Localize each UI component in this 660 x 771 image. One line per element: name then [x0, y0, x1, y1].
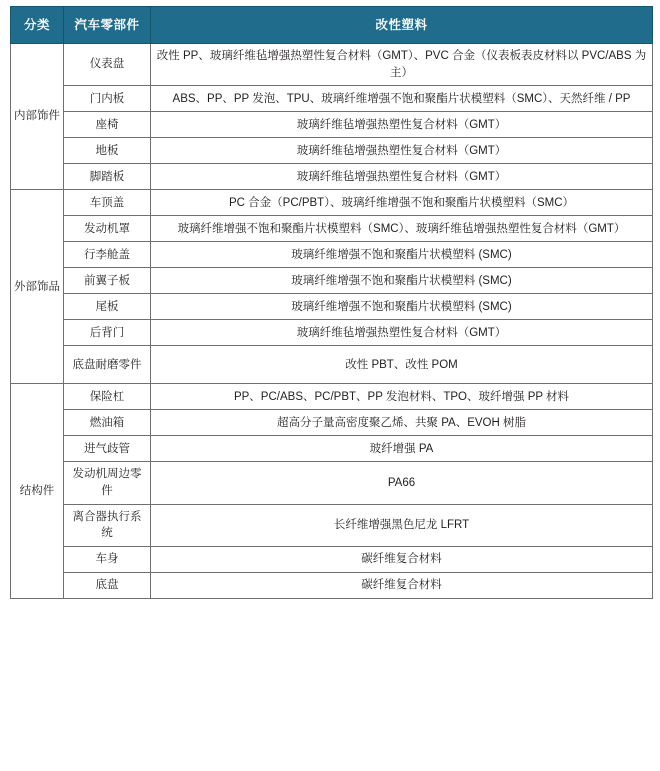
part-cell: 离合器执行系统 [64, 504, 151, 546]
part-cell: 地板 [64, 138, 151, 164]
material-cell: PP、PC/ABS、PC/PBT、PP 发泡材料、TPO、玻纤增强 PP 材料 [151, 384, 653, 410]
part-cell: 底盘耐磨零件 [64, 346, 151, 384]
material-cell: 碳纤维复合材料 [151, 573, 653, 599]
table-row [11, 504, 653, 546]
material-cell: 玻璃纤维毡增强热塑性复合材料（GMT） [151, 320, 653, 346]
material-cell: 改性 PBT、改性 POM [151, 346, 653, 384]
table-row [11, 164, 653, 190]
header-row [11, 7, 653, 44]
table-row [11, 384, 653, 410]
material-cell: 玻璃纤维增强不饱和聚酯片状模塑料 (SMC) [151, 242, 653, 268]
material-cell: 玻璃纤维增强不饱和聚酯片状模塑料（SMC）、玻璃纤维毡增强热塑性复合材料（GMT） [151, 216, 653, 242]
part-cell: 保险杠 [64, 384, 151, 410]
material-cell: 玻璃纤维增强不饱和聚酯片状模塑料 (SMC) [151, 268, 653, 294]
part-cell: 车身 [64, 547, 151, 573]
part-cell: 车顶盖 [64, 190, 151, 216]
material-cell: PA66 [151, 462, 653, 504]
material-cell: 玻璃纤维毡增强热塑性复合材料（GMT） [151, 138, 653, 164]
part-cell: 门内板 [64, 86, 151, 112]
material-cell: 碳纤维复合材料 [151, 547, 653, 573]
part-cell: 行李舱盖 [64, 242, 151, 268]
category-cell: 结构件 [11, 384, 64, 599]
part-cell: 仪表盘 [64, 44, 151, 86]
column-header-part: 汽车零部件 [64, 7, 151, 44]
table-row [11, 346, 653, 384]
table-row [11, 216, 653, 242]
category-cell: 外部饰品 [11, 190, 64, 384]
table-row [11, 86, 653, 112]
table-row [11, 268, 653, 294]
part-cell: 座椅 [64, 112, 151, 138]
table-row [11, 138, 653, 164]
material-cell: 玻璃纤维增强不饱和聚酯片状模塑料 (SMC) [151, 294, 653, 320]
table-row [11, 44, 653, 86]
table-header [11, 7, 653, 44]
table-row [11, 294, 653, 320]
material-cell: 玻璃纤维毡增强热塑性复合材料（GMT） [151, 164, 653, 190]
part-cell: 尾板 [64, 294, 151, 320]
material-cell: 长纤维增强黑色尼龙 LFRT [151, 504, 653, 546]
table-body [11, 44, 653, 599]
part-cell: 底盘 [64, 573, 151, 599]
material-cell: PC 合金（PC/PBT）、玻璃纤维增强不饱和聚酯片状模塑料（SMC） [151, 190, 653, 216]
table-row [11, 320, 653, 346]
part-cell: 燃油箱 [64, 410, 151, 436]
table-row [11, 410, 653, 436]
column-header-category: 分类 [11, 7, 64, 44]
material-cell: 超高分子量高密度聚乙烯、共聚 PA、EVOH 树脂 [151, 410, 653, 436]
part-cell: 后背门 [64, 320, 151, 346]
table-row [11, 573, 653, 599]
table-row [11, 436, 653, 462]
part-cell: 发动机罩 [64, 216, 151, 242]
table-row [11, 112, 653, 138]
table-row [11, 462, 653, 504]
material-cell: 玻纤增强 PA [151, 436, 653, 462]
part-cell: 进气歧管 [64, 436, 151, 462]
material-cell: 改性 PP、玻璃纤维毡增强热塑性复合材料（GMT）、PVC 合金（仪表板表皮材料以 PVC/ABS 为主） [151, 44, 653, 86]
table-row [11, 547, 653, 573]
automotive-modified-plastics-table [10, 6, 653, 599]
part-cell: 脚踏板 [64, 164, 151, 190]
column-header-material: 改性塑料 [151, 7, 653, 44]
material-cell: 玻璃纤维毡增强热塑性复合材料（GMT） [151, 112, 653, 138]
material-cell: ABS、PP、PP 发泡、TPU、玻璃纤维增强不饱和聚酯片状模塑料（SMC）、天然纤维 / PP [151, 86, 653, 112]
table-row [11, 242, 653, 268]
part-cell: 发动机周边零件 [64, 462, 151, 504]
table-row [11, 190, 653, 216]
category-cell: 内部饰件 [11, 44, 64, 190]
part-cell: 前翼子板 [64, 268, 151, 294]
